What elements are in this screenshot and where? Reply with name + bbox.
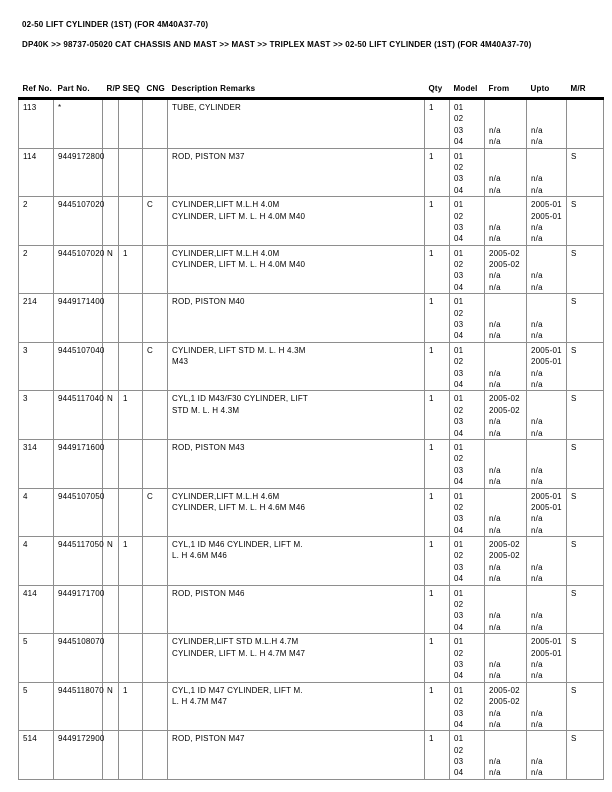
table-row: [19, 488, 604, 537]
model-cell: 01 02 03 04: [450, 488, 485, 537]
seq-cell: [119, 99, 143, 149]
description-cell: CYLINDER,LIFT STD M.L.H 4.7M CYLINDER, LIFT M. L. H 4.7M M47: [168, 634, 425, 683]
ref-no-cell: 514: [19, 731, 54, 780]
mr-cell: S: [567, 634, 604, 683]
seq-cell: [119, 439, 143, 488]
model-cell: 01 02 03 04: [450, 634, 485, 683]
mr-cell: S: [567, 537, 604, 586]
table-row: [19, 682, 604, 731]
col-header-seq: SEQ: [119, 84, 143, 99]
ref-no-cell: 2: [19, 245, 54, 294]
rp-cell: N: [103, 391, 119, 440]
seq-cell: [119, 148, 143, 197]
col-header-description: Description Remarks: [168, 84, 425, 99]
description-cell: TUBE, CYLINDER: [168, 99, 425, 149]
from-cell: 2005-02 2005-02 n/a n/a: [485, 537, 527, 586]
seq-cell: 1: [119, 245, 143, 294]
qty-cell: 1: [425, 294, 450, 343]
description-cell: ROD, PISTON M37: [168, 148, 425, 197]
col-header-rp: R/P: [103, 84, 119, 99]
table-header-row: [19, 84, 604, 99]
cng-cell: [143, 148, 168, 197]
rp-cell: [103, 99, 119, 149]
description-cell: ROD, PISTON M43: [168, 439, 425, 488]
upto-cell: n/a n/a: [527, 148, 567, 197]
mr-cell: S: [567, 294, 604, 343]
ref-no-cell: 114: [19, 148, 54, 197]
part-no-cell: 9445118070: [54, 682, 103, 731]
cng-cell: [143, 245, 168, 294]
model-cell: 01 02 03 04: [450, 585, 485, 634]
parts-table: [18, 84, 604, 780]
from-cell: 2005-02 2005-02 n/a n/a: [485, 245, 527, 294]
ref-no-cell: 2: [19, 197, 54, 246]
cng-cell: [143, 294, 168, 343]
table-row: [19, 634, 604, 683]
rp-cell: N: [103, 245, 119, 294]
ref-no-cell: 4: [19, 488, 54, 537]
description-cell: CYL,1 ID M43/F30 CYLINDER, LIFT STD M. L. H 4.3M: [168, 391, 425, 440]
table-row: [19, 148, 604, 197]
table-row: [19, 537, 604, 586]
qty-cell: 1: [425, 391, 450, 440]
model-cell: 01 02 03 04: [450, 148, 485, 197]
qty-cell: 1: [425, 585, 450, 634]
qty-cell: 1: [425, 731, 450, 780]
description-cell: CYLINDER,LIFT M.L.H 4.0M CYLINDER, LIFT M. L. H 4.0M M40: [168, 197, 425, 246]
table-row: [19, 294, 604, 343]
from-cell: n/a n/a: [485, 148, 527, 197]
qty-cell: 1: [425, 342, 450, 391]
mr-cell: S: [567, 391, 604, 440]
table-row: [19, 99, 604, 149]
part-no-cell: 9449172900: [54, 731, 103, 780]
ref-no-cell: 314: [19, 439, 54, 488]
qty-cell: 1: [425, 99, 450, 149]
upto-cell: n/a n/a: [527, 391, 567, 440]
cng-cell: [143, 439, 168, 488]
from-cell: 2005-02 2005-02 n/a n/a: [485, 682, 527, 731]
ref-no-cell: 214: [19, 294, 54, 343]
upto-cell: n/a n/a: [527, 245, 567, 294]
description-cell: ROD, PISTON M47: [168, 731, 425, 780]
part-no-cell: 9449171400: [54, 294, 103, 343]
part-no-cell: 9445107020: [54, 197, 103, 246]
model-cell: 01 02 03 04: [450, 391, 485, 440]
mr-cell: S: [567, 245, 604, 294]
seq-cell: [119, 585, 143, 634]
table-row: [19, 391, 604, 440]
cng-cell: [143, 99, 168, 149]
cng-cell: [143, 537, 168, 586]
upto-cell: n/a n/a: [527, 682, 567, 731]
qty-cell: 1: [425, 634, 450, 683]
rp-cell: N: [103, 537, 119, 586]
from-cell: 2005-02 2005-02 n/a n/a: [485, 391, 527, 440]
mr-cell: S: [567, 342, 604, 391]
cng-cell: C: [143, 197, 168, 246]
mr-cell: S: [567, 731, 604, 780]
model-cell: 01 02 03 04: [450, 342, 485, 391]
seq-cell: 1: [119, 391, 143, 440]
ref-no-cell: 5: [19, 634, 54, 683]
ref-no-cell: 4: [19, 537, 54, 586]
seq-cell: [119, 731, 143, 780]
col-header-mr: M/R: [567, 84, 604, 99]
ref-no-cell: 3: [19, 391, 54, 440]
part-no-cell: *: [54, 99, 103, 149]
from-cell: n/a n/a: [485, 634, 527, 683]
ref-no-cell: 5: [19, 682, 54, 731]
breadcrumb: DP40K >> 98737-05020 CAT CHASSIS AND MAST >> MAST >> TRIPLEX MAST >> 02-50 LIFT CYLINDER (1ST) (FOR 4M40A37-70): [22, 40, 532, 49]
mr-cell: [567, 99, 604, 149]
table-row: [19, 585, 604, 634]
col-header-cng: CNG: [143, 84, 168, 99]
part-no-cell: 9445117050: [54, 537, 103, 586]
mr-cell: S: [567, 488, 604, 537]
page-title: 02-50 LIFT CYLINDER (1ST) (FOR 4M40A37-70): [22, 20, 209, 29]
cng-cell: C: [143, 488, 168, 537]
model-cell: 01 02 03 04: [450, 682, 485, 731]
part-no-cell: 9445107040: [54, 342, 103, 391]
qty-cell: 1: [425, 537, 450, 586]
table-row: [19, 245, 604, 294]
col-header-ref-no: Ref No.: [19, 84, 54, 99]
from-cell: n/a n/a: [485, 731, 527, 780]
part-no-cell: 9449171600: [54, 439, 103, 488]
model-cell: 01 02 03 04: [450, 245, 485, 294]
cng-cell: [143, 682, 168, 731]
part-no-cell: 9445107050: [54, 488, 103, 537]
description-cell: CYLINDER, LIFT STD M. L. H 4.3M M43: [168, 342, 425, 391]
ref-no-cell: 3: [19, 342, 54, 391]
upto-cell: n/a n/a: [527, 731, 567, 780]
col-header-qty: Qty: [425, 84, 450, 99]
cng-cell: C: [143, 342, 168, 391]
seq-cell: [119, 294, 143, 343]
cng-cell: [143, 731, 168, 780]
mr-cell: S: [567, 439, 604, 488]
from-cell: n/a n/a: [485, 294, 527, 343]
from-cell: n/a n/a: [485, 197, 527, 246]
description-cell: ROD, PISTON M40: [168, 294, 425, 343]
rp-cell: N: [103, 682, 119, 731]
parts-table-body: [19, 99, 604, 780]
qty-cell: 1: [425, 245, 450, 294]
qty-cell: 1: [425, 488, 450, 537]
model-cell: 01 02 03 04: [450, 731, 485, 780]
seq-cell: [119, 634, 143, 683]
model-cell: 01 02 03 04: [450, 439, 485, 488]
upto-cell: n/a n/a: [527, 537, 567, 586]
seq-cell: 1: [119, 682, 143, 731]
qty-cell: 1: [425, 197, 450, 246]
model-cell: 01 02 03 04: [450, 537, 485, 586]
table-row: [19, 342, 604, 391]
mr-cell: S: [567, 585, 604, 634]
part-no-cell: 9445108070: [54, 634, 103, 683]
part-no-cell: 9445117040: [54, 391, 103, 440]
description-cell: CYLINDER,LIFT M.L.H 4.6M CYLINDER, LIFT M. L. H 4.6M M46: [168, 488, 425, 537]
from-cell: n/a n/a: [485, 342, 527, 391]
col-header-model: Model: [450, 84, 485, 99]
from-cell: n/a n/a: [485, 99, 527, 149]
ref-no-cell: 414: [19, 585, 54, 634]
mr-cell: S: [567, 197, 604, 246]
mr-cell: S: [567, 148, 604, 197]
cng-cell: [143, 391, 168, 440]
model-cell: 01 02 03 04: [450, 99, 485, 149]
upto-cell: 2005-01 2005-01 n/a n/a: [527, 634, 567, 683]
col-header-from: From: [485, 84, 527, 99]
from-cell: n/a n/a: [485, 439, 527, 488]
upto-cell: n/a n/a: [527, 439, 567, 488]
part-no-cell: 9445107020: [54, 245, 103, 294]
part-no-cell: 9449171700: [54, 585, 103, 634]
seq-cell: [119, 197, 143, 246]
from-cell: n/a n/a: [485, 488, 527, 537]
upto-cell: n/a n/a: [527, 585, 567, 634]
cng-cell: [143, 634, 168, 683]
description-cell: ROD, PISTON M46: [168, 585, 425, 634]
from-cell: n/a n/a: [485, 585, 527, 634]
col-header-upto: Upto: [527, 84, 567, 99]
qty-cell: 1: [425, 439, 450, 488]
qty-cell: 1: [425, 682, 450, 731]
upto-cell: n/a n/a: [527, 294, 567, 343]
mr-cell: S: [567, 682, 604, 731]
seq-cell: [119, 488, 143, 537]
part-no-cell: 9449172800: [54, 148, 103, 197]
col-header-part-no: Part No.: [54, 84, 103, 99]
seq-cell: 1: [119, 537, 143, 586]
upto-cell: 2005-01 2005-01 n/a n/a: [527, 342, 567, 391]
model-cell: 01 02 03 04: [450, 197, 485, 246]
description-cell: CYL,1 ID M47 CYLINDER, LIFT M. L. H 4.7M M47: [168, 682, 425, 731]
cng-cell: [143, 585, 168, 634]
model-cell: 01 02 03 04: [450, 294, 485, 343]
description-cell: CYL,1 ID M46 CYLINDER, LIFT M. L. H 4.6M M46: [168, 537, 425, 586]
table-row: [19, 197, 604, 246]
upto-cell: 2005-01 2005-01 n/a n/a: [527, 488, 567, 537]
table-row: [19, 731, 604, 780]
upto-cell: n/a n/a: [527, 99, 567, 149]
qty-cell: 1: [425, 148, 450, 197]
description-cell: CYLINDER,LIFT M.L.H 4.0M CYLINDER, LIFT M. L. H 4.0M M40: [168, 245, 425, 294]
upto-cell: 2005-01 2005-01 n/a n/a: [527, 197, 567, 246]
table-row: [19, 439, 604, 488]
seq-cell: [119, 342, 143, 391]
ref-no-cell: 113: [19, 99, 54, 149]
